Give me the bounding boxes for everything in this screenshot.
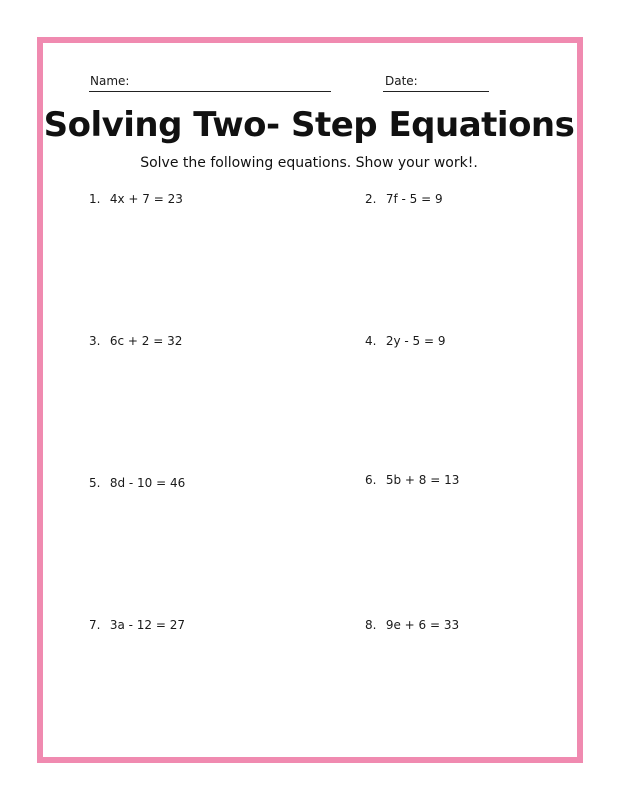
instructions: Solve the following equations. Show your work!.	[140, 155, 478, 171]
problem-5	[89, 476, 185, 490]
problem-number: 4.	[365, 334, 377, 348]
problem-number: 6.	[365, 473, 377, 487]
problem-equation: 3a - 12 = 27	[109, 618, 185, 632]
problem-3	[89, 334, 182, 348]
problem-number: 2.	[365, 192, 377, 206]
problem-number: 7.	[89, 618, 101, 632]
worksheet-title: Solving Two- Step Equations	[43, 105, 575, 145]
problem-number: 5.	[89, 476, 101, 490]
problem-equation: 9e + 6 = 33	[385, 618, 460, 632]
problem-7	[89, 618, 185, 632]
date-label: Date:	[385, 74, 418, 88]
problem-number: 3.	[89, 334, 101, 348]
name-field[interactable]	[89, 91, 331, 92]
problem-4	[365, 334, 445, 348]
problem-equation: 4x + 7 = 23	[109, 192, 183, 206]
problem-1	[89, 192, 183, 206]
problem-equation: 5b + 8 = 13	[385, 473, 460, 487]
problem-2	[365, 192, 443, 206]
problem-equation: 8d - 10 = 46	[109, 476, 186, 490]
problem-equation: 7f - 5 = 9	[385, 192, 443, 206]
problem-equation: 6c + 2 = 32	[109, 334, 183, 348]
problem-6	[365, 473, 459, 487]
problem-number: 8.	[365, 618, 377, 632]
problem-8	[365, 618, 459, 632]
problem-number: 1.	[89, 192, 101, 206]
date-field[interactable]	[383, 91, 489, 92]
problem-equation: 2y - 5 = 9	[385, 334, 446, 348]
name-label: Name:	[90, 74, 130, 88]
